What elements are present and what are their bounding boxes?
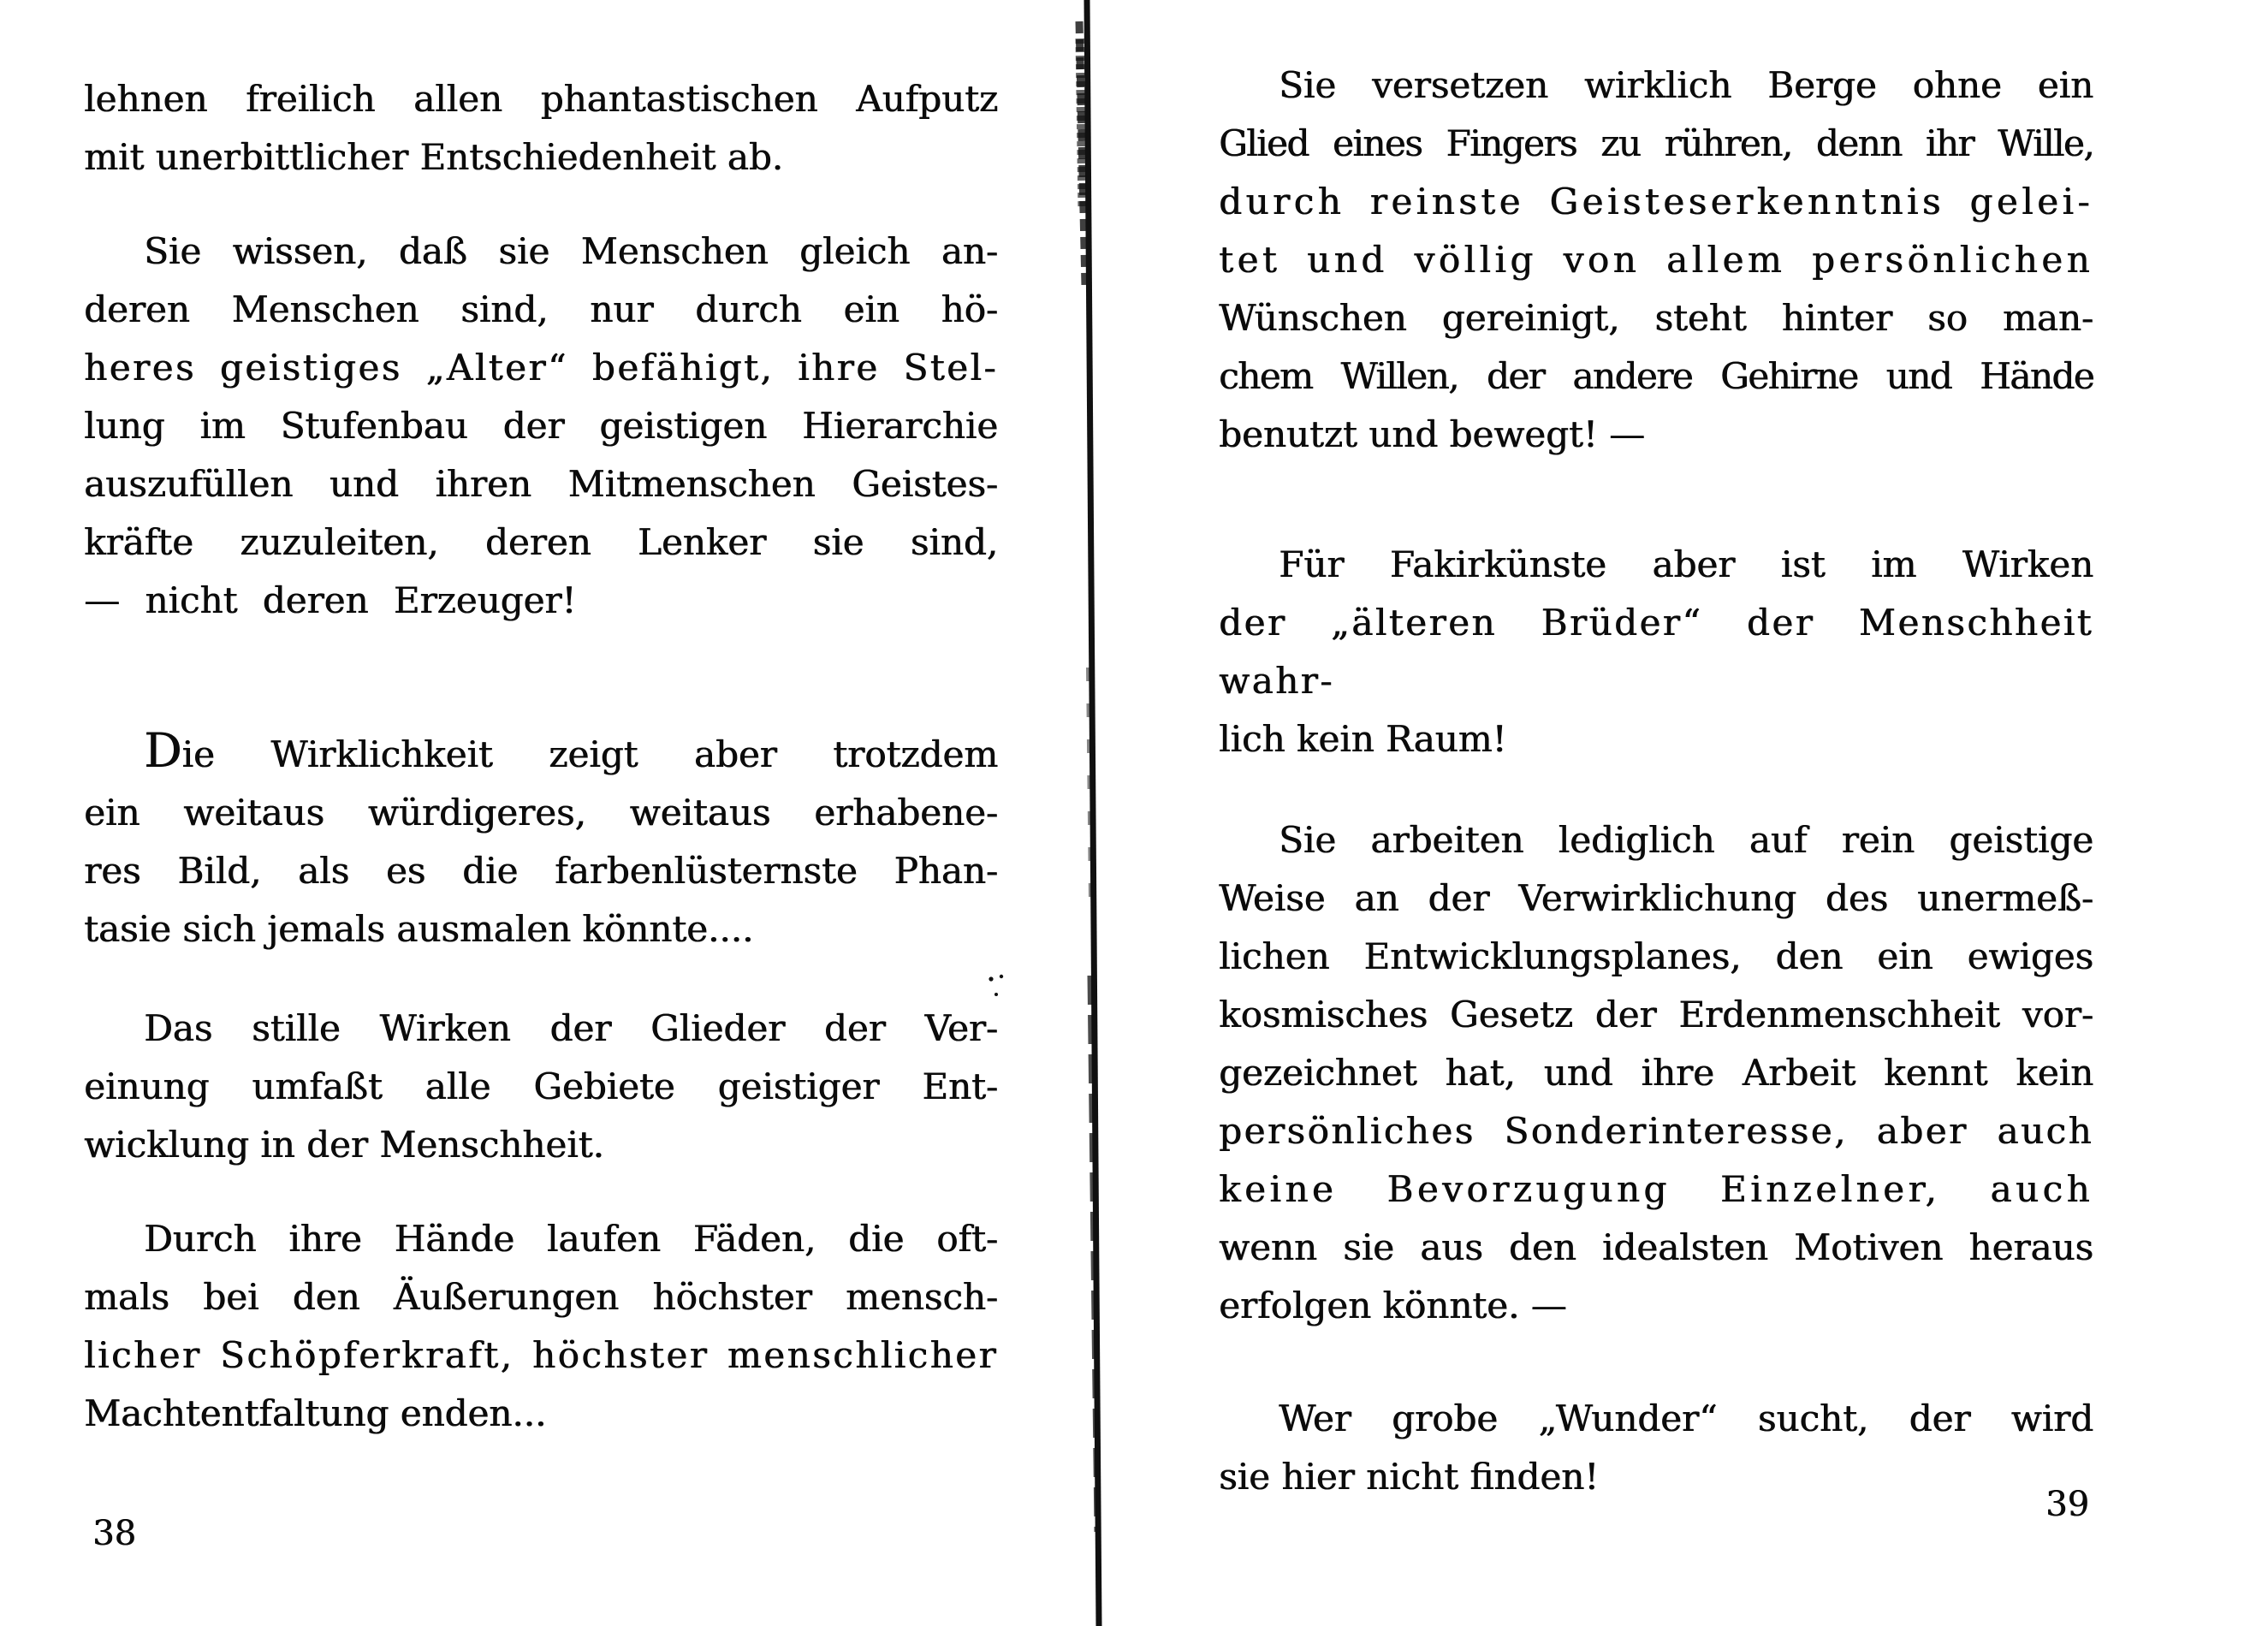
left-page [84,70,998,1443]
paragraph [84,1210,998,1443]
text-line: Sie wissen, daß sie Menschen gleich an- [144,230,998,272]
text-line: licher Schöpferkraft, höchster menschlicher [84,1334,998,1376]
text-line: wenn sie aus den idealsten Motiven heraus [1219,1226,2093,1268]
text-line: deren Menschen sind, nur durch ein hö- [84,288,998,330]
paragraph [1219,536,2093,768]
text-line: ein weitaus würdigeres, weitaus erhabene- [84,792,998,834]
text-line: lehnen freilich allen phantastischen Aufputz [84,78,998,120]
paragraph [1219,811,2093,1335]
text-line: lich kein Raum! [1219,718,1507,760]
ink-speck [976,967,1027,1010]
page-number-left: 38 [92,1514,136,1553]
text-line: Wünschen gereinigt, steht hinter so man- [1219,297,2093,339]
text-line: der „älteren Brüder“ der Menschheit wahr- [1219,602,2093,702]
paragraph [84,726,998,958]
page-number-right: 39 [2045,1485,2089,1524]
paragraph [1219,56,2093,464]
text-line: benutzt und bewegt! — [1219,413,1645,455]
text-line: kräfte zuzuleiten, deren Lenker sie sind, [84,521,998,563]
text-line: lichen Entwicklungsplanes, den ein ewiges [1219,935,2093,977]
text-line: persönliches Sonderinteresse, aber auch [1219,1110,2093,1152]
text-line: Wer grobe „Wunder“ sucht, der wird [1279,1398,2093,1439]
text-line: Die Wirklichkeit zeigt aber trotzdem [144,724,998,779]
paragraph [84,223,998,630]
text-line: Sie arbeiten lediglich auf rein geistige [1279,819,2093,861]
text-line: mit unerbittlicher Entschiedenheit ab. [84,136,783,178]
paragraph [84,1000,998,1174]
text-line: res Bild, als es die farbenlüsternste Phan- [84,850,998,892]
text-line: mals bei den Äußerungen höchster mensch- [84,1276,998,1318]
text-line: auszufüllen und ihren Mitmenschen Geistes- [84,463,998,505]
text-line: keine Bevorzugung Einzelner, auch [1219,1168,2093,1210]
gutter-fold-line [1058,0,1118,1626]
text-line: Machtentfaltung enden... [84,1392,547,1434]
text-line: wicklung in der Menschheit. [84,1124,604,1166]
text-line: Glied eines Fingers zu rühren, denn ihr Wille, [1219,122,2093,164]
text-line: tasie sich jemals ausmalen könnte.... [84,908,754,950]
text-line: gezeichnet hat, und ihre Arbeit kennt kein [1219,1052,2093,1094]
text-line: sie hier nicht finden! [1219,1456,1599,1498]
text-line: durch reinste Geisteserkenntnis gelei- [1219,181,2093,223]
text-line: Sie versetzen wirklich Berge ohne ein [1279,64,2093,106]
right-page [1219,56,2093,1506]
text-line: — nicht deren Erzeuger! [84,579,577,621]
text-line: tet und völlig von allem persönlichen [1219,239,2093,281]
text-line: kosmisches Gesetz der Erdenmenschheit vor- [1219,994,2093,1036]
paragraph [1219,1390,2093,1506]
text-line: einung umfaßt alle Gebiete geistiger Ent- [84,1065,998,1107]
text-line: erfolgen könnte. — [1219,1285,1567,1326]
text-line: chem Willen, der andere Gehirne und Hände [1219,355,2093,397]
text-line: Für Fakirkünste aber ist im Wirken [1279,543,2093,585]
text-line: lung im Stufenbau der geistigen Hierarchie [84,405,998,447]
text-line: heres geistiges „Alter“ befähigt, ihre Stel- [84,347,998,389]
text-line: Durch ihre Hände laufen Fäden, die oft- [144,1218,998,1260]
text-line: Weise an der Verwirklichung des unermeß- [1219,877,2093,919]
text-line: Das stille Wirken der Glieder der Ver- [144,1007,998,1049]
paragraph [84,70,998,187]
